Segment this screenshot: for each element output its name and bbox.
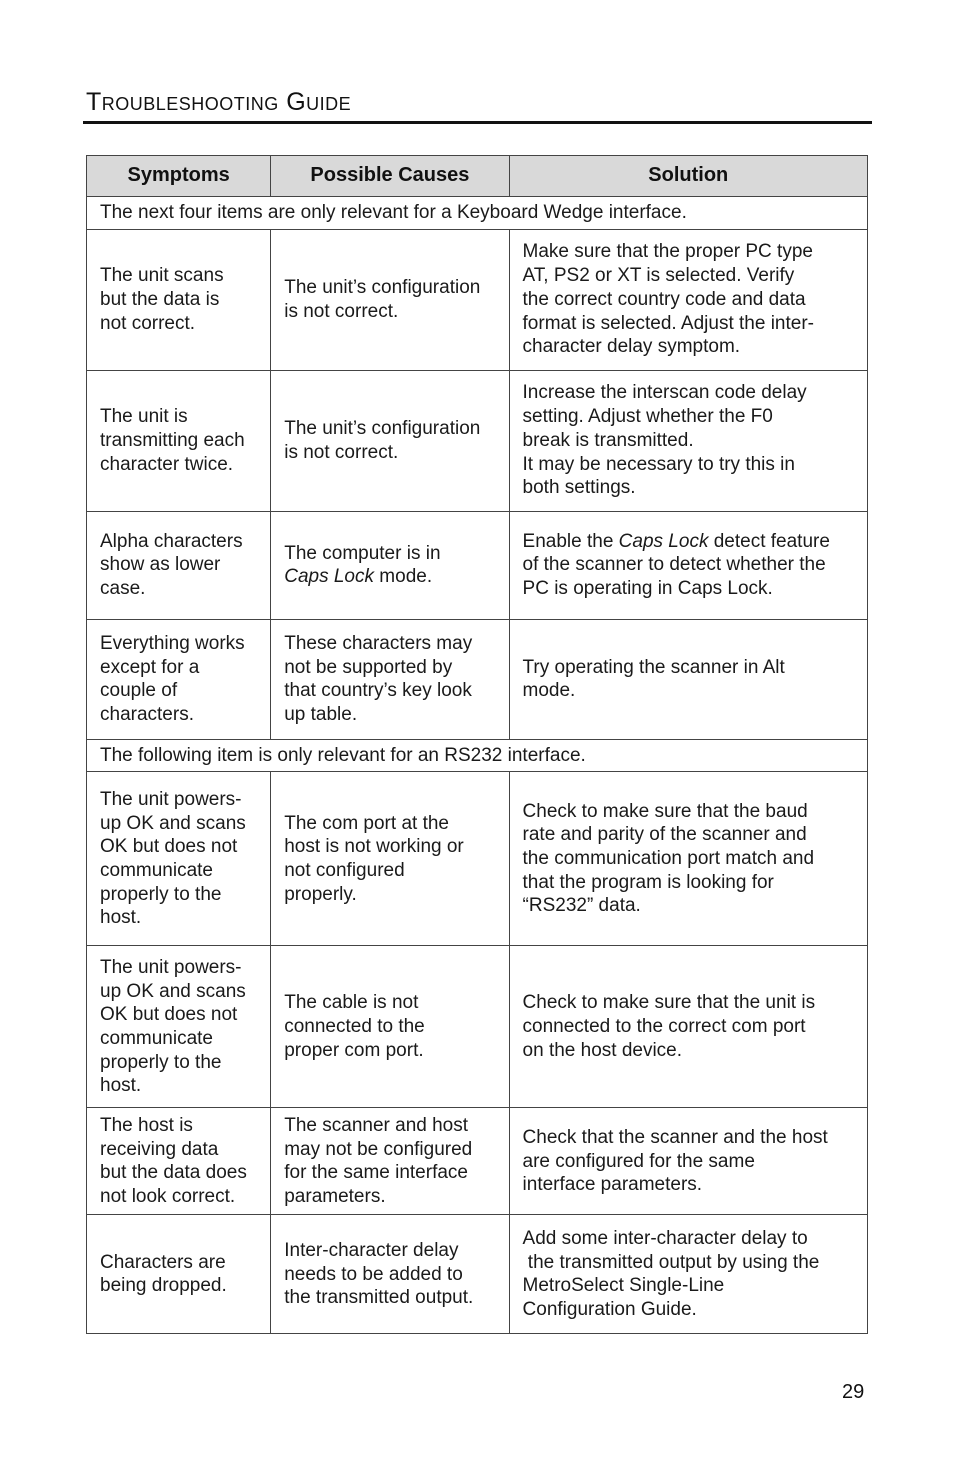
- symptom-line: show as lower: [100, 554, 221, 576]
- solution-line-tail: detect feature: [708, 530, 830, 552]
- solution-cell: [509, 619, 867, 739]
- cause-line: may not be configured: [284, 1138, 473, 1160]
- symptom-cell: [87, 946, 271, 1108]
- table-row: [87, 772, 868, 946]
- symptom-line: case.: [100, 578, 146, 600]
- symptom-line: but the data is: [100, 288, 220, 310]
- symptom-line: OK but does not: [100, 836, 238, 858]
- cause-cell: [271, 1108, 509, 1215]
- symptom-line: OK but does not: [100, 1004, 238, 1026]
- solution-line: character delay symptom.: [522, 336, 741, 358]
- symptom-line: not correct.: [100, 312, 196, 334]
- symptom-line: host.: [100, 907, 142, 929]
- solution-line: Increase the interscan code delay: [522, 382, 807, 404]
- symptom-line: Alpha characters: [100, 530, 243, 552]
- solution-line: Check to make sure that the baud: [522, 800, 808, 822]
- title-rule: [83, 121, 872, 124]
- cause-line: The computer is in: [284, 542, 441, 564]
- header-symptoms: Symptoms: [87, 156, 271, 197]
- solution-line: Configuration Guide.: [522, 1299, 697, 1321]
- symptom-line: The host is: [100, 1115, 193, 1136]
- cause-line: for the same interface: [284, 1162, 468, 1184]
- cause-line: The unit’s configuration: [284, 418, 481, 439]
- solution-line: the transmitted output by using the: [522, 1251, 820, 1273]
- symptom-cell: [87, 511, 271, 619]
- cause-line: that country’s key look: [284, 680, 472, 702]
- symptom-line: transmitting each: [100, 429, 245, 451]
- solution-line: AT, PS2 or XT is selected. Verify: [522, 265, 795, 287]
- cause-line: [284, 565, 498, 589]
- table-row: [87, 229, 868, 370]
- cause-line: proper com port.: [284, 1039, 424, 1061]
- solution-cell: [509, 511, 867, 619]
- cause-line: properly.: [284, 883, 357, 905]
- solution-line: format is selected. Adjust the inter-: [522, 312, 814, 334]
- cause-cell: [271, 946, 509, 1108]
- symptom-line: except for a: [100, 656, 200, 678]
- solution-line: [523, 530, 857, 554]
- caps-lock-emphasis: Caps Lock: [284, 566, 375, 588]
- header-possible-causes: Possible Causes: [271, 156, 509, 197]
- cause-line: not be supported by: [284, 656, 453, 678]
- symptom-line: up OK and scans: [100, 812, 246, 834]
- table-row: [87, 511, 868, 619]
- cause-line: Inter-character delay: [284, 1239, 459, 1261]
- symptom-line: not look correct.: [100, 1186, 236, 1208]
- solution-line: interface parameters.: [522, 1174, 703, 1196]
- table-row: [87, 1215, 868, 1334]
- rs232-note: The following item is only relevant for an RS232 interface.: [87, 739, 868, 772]
- solution-line: of the scanner to detect whether the: [522, 554, 826, 576]
- symptom-line: character twice.: [100, 453, 234, 475]
- cause-line: The cable is not: [284, 992, 419, 1014]
- symptom-cell: [87, 229, 271, 370]
- symptom-line: couple of: [100, 680, 178, 702]
- solution-cell: [509, 946, 867, 1108]
- symptom-cell: [87, 619, 271, 739]
- solution-line: on the host device.: [522, 1039, 683, 1061]
- solution-line: both settings.: [522, 477, 636, 499]
- symptom-cell: [87, 1215, 271, 1334]
- cause-line: The scanner and host: [284, 1115, 469, 1136]
- solution-cell: [509, 1108, 867, 1215]
- cause-line: is not correct.: [284, 300, 399, 322]
- cause-cell: [271, 1215, 509, 1334]
- section-note-row: [87, 197, 868, 230]
- cause-line: parameters.: [284, 1186, 386, 1208]
- symptom-line: The unit is: [100, 406, 188, 428]
- symptom-cell: [87, 370, 271, 511]
- solution-line: PC is operating in Caps Lock.: [522, 578, 773, 600]
- solution-line: the communication port match and: [522, 848, 815, 870]
- table-row: [87, 946, 868, 1108]
- table-row: [87, 1108, 868, 1215]
- solution-line: rate and parity of the scanner and: [522, 824, 807, 846]
- solution-line: It may be necessary to try this in: [522, 453, 795, 475]
- cause-cell: [271, 619, 509, 739]
- troubleshooting-table: [86, 155, 868, 1334]
- cause-line-tail: mode.: [374, 566, 433, 588]
- symptom-line: communicate: [100, 1027, 213, 1049]
- symptom-line: communicate: [100, 859, 213, 881]
- symptom-cell: [87, 1108, 271, 1215]
- keyboard-wedge-note: The next four items are only relevant for a Keyboard Wedge interface.: [87, 197, 868, 230]
- symptom-line: Everything works: [100, 632, 245, 654]
- section-note-row: [87, 739, 868, 772]
- cause-line: up table.: [284, 703, 358, 725]
- solution-line: are configured for the same: [522, 1150, 755, 1172]
- solution-line-head: Enable the: [522, 530, 619, 552]
- solution-line: break is transmitted.: [522, 429, 694, 451]
- symptom-cell: [87, 772, 271, 946]
- solution-cell: [509, 1215, 867, 1334]
- solution-line: Check that the scanner and the host: [522, 1126, 828, 1148]
- table-header-row: [87, 156, 868, 197]
- cause-line: The unit’s configuration: [284, 277, 481, 298]
- header-solution: Solution: [509, 156, 867, 197]
- solution-line: setting. Adjust whether the F0: [522, 406, 773, 428]
- cause-line: The com port at the: [284, 812, 449, 834]
- symptom-line: The unit scans: [100, 265, 224, 287]
- symptom-line: characters.: [100, 703, 194, 725]
- cause-line: not configured: [284, 859, 405, 881]
- cause-cell: [271, 229, 509, 370]
- cause-line: host is not working or: [284, 836, 464, 858]
- solution-line: “RS232” data.: [522, 895, 641, 917]
- solution-cell: [509, 772, 867, 946]
- solution-line: Check to make sure that the unit is: [522, 992, 816, 1014]
- symptom-line: The unit powers-: [100, 788, 242, 810]
- solution-cell: [509, 370, 867, 511]
- caps-lock-emphasis: Caps Lock: [618, 530, 709, 552]
- cause-line: the transmitted output.: [284, 1287, 474, 1309]
- cause-cell: [271, 772, 509, 946]
- symptom-line: receiving data: [100, 1138, 219, 1160]
- table-row: [87, 619, 868, 739]
- symptom-line: The unit powers-: [100, 956, 242, 978]
- symptom-line: up OK and scans: [100, 980, 246, 1002]
- page-number: 29: [842, 1381, 865, 1403]
- solution-line: MetroSelect Single-Line: [522, 1275, 725, 1297]
- solution-line: mode.: [522, 680, 576, 702]
- table-row: [87, 370, 868, 511]
- solution-line: Try operating the scanner in Alt: [522, 656, 785, 678]
- symptom-line: host.: [100, 1075, 142, 1097]
- cause-line: is not correct.: [284, 441, 399, 463]
- symptom-line: properly to the: [100, 883, 222, 905]
- cause-line: connected to the: [284, 1016, 425, 1038]
- cause-line: These characters may: [284, 632, 473, 654]
- cause-cell: [271, 511, 509, 619]
- solution-line: the correct country code and data: [522, 288, 806, 310]
- cause-cell: [271, 370, 509, 511]
- solution-line: Make sure that the proper PC type: [522, 241, 813, 263]
- symptom-line: Characters are: [100, 1251, 226, 1273]
- page-title: Troubleshooting Guide: [86, 88, 352, 116]
- symptom-line: properly to the: [100, 1051, 222, 1073]
- solution-cell: [509, 229, 867, 370]
- cause-line: needs to be added to: [284, 1263, 463, 1285]
- solution-line: Add some inter-character delay to: [522, 1228, 808, 1249]
- symptom-line: but the data does: [100, 1162, 247, 1184]
- solution-line: that the program is looking for: [522, 871, 774, 893]
- solution-line: connected to the correct com port: [522, 1016, 806, 1038]
- symptom-line: being dropped.: [100, 1275, 227, 1297]
